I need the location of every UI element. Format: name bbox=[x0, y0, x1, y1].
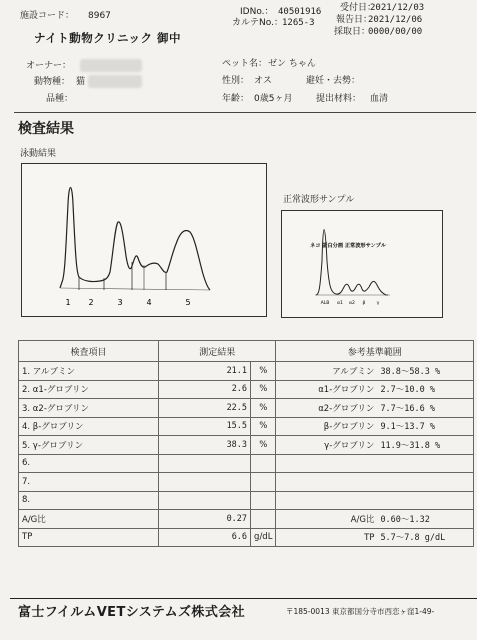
row-value: 0.27 bbox=[159, 510, 251, 529]
row-value bbox=[159, 473, 251, 492]
reference-name: α2-グロブリン bbox=[318, 403, 375, 414]
header-divider bbox=[14, 112, 476, 113]
collect-date: 0000/00/00 bbox=[368, 27, 423, 37]
facility-code-label: 施設コード： bbox=[20, 11, 75, 21]
table-row bbox=[19, 528, 474, 547]
row-item: 1. アルブミン bbox=[19, 362, 159, 381]
row-item: 6. bbox=[19, 454, 159, 473]
header-item: 検査項目 bbox=[19, 341, 159, 362]
normal-label-g: γ bbox=[376, 301, 380, 306]
reference-name: α1-グロブリン bbox=[318, 385, 375, 396]
row-value bbox=[159, 491, 251, 510]
row-reference bbox=[276, 473, 474, 492]
electrophoresis-graph bbox=[22, 164, 266, 316]
breed-label: 品種： bbox=[46, 94, 74, 104]
table-header-row bbox=[19, 341, 474, 362]
normal-label-b: β bbox=[362, 301, 366, 306]
reference-name: アルブミン bbox=[332, 366, 375, 377]
clinic-name: ナイト動物クリニック 御中 bbox=[34, 31, 182, 45]
material-label: 提出材料： bbox=[316, 94, 362, 104]
age-value: 0歳5ヶ月 bbox=[254, 94, 293, 104]
karte-number: 1265-3 bbox=[282, 18, 315, 28]
peak-label-3: 3 bbox=[117, 298, 123, 307]
baseline bbox=[60, 288, 210, 290]
reference-name: TP bbox=[364, 533, 375, 544]
species-value: 猫 bbox=[76, 77, 86, 87]
normal-sample-panel bbox=[281, 210, 443, 318]
species-redaction bbox=[88, 75, 142, 88]
reference-range: 38.8～58.3 % bbox=[380, 366, 441, 377]
row-unit: % bbox=[251, 362, 276, 381]
row-reference bbox=[276, 454, 474, 473]
reference-range: 2.7～10.0 % bbox=[380, 385, 435, 396]
row-item: 4. β-グロブリン bbox=[19, 417, 159, 436]
table-row bbox=[19, 510, 474, 529]
row-unit: % bbox=[251, 380, 276, 399]
owner-label: オーナー： bbox=[26, 61, 72, 71]
report-label: 報告日： bbox=[336, 15, 373, 25]
row-value: 21.1 bbox=[159, 362, 251, 381]
footer-address: 〒185-0013 東京都国分寺市西恋ヶ窪1-49- bbox=[286, 607, 435, 616]
row-item: TP bbox=[19, 528, 159, 547]
table-row bbox=[19, 454, 474, 473]
row-unit bbox=[251, 491, 276, 510]
row-unit: % bbox=[251, 436, 276, 455]
row-value: 6.6 bbox=[159, 528, 251, 547]
row-reference bbox=[276, 362, 474, 381]
species-label: 動物種： bbox=[34, 77, 71, 87]
normal-label-a2: α2 bbox=[349, 301, 355, 306]
footer-company: 富士フイルムVETシステムズ株式会社 bbox=[18, 605, 246, 620]
reference-range: 0.60～1.32 bbox=[380, 514, 430, 525]
reference-name: A/G比 bbox=[350, 514, 375, 525]
reference-range: 5.7～7.8 g/dL bbox=[380, 533, 446, 544]
peak-label-5: 5 bbox=[185, 298, 191, 307]
table-row bbox=[19, 362, 474, 381]
facility-code: 8967 bbox=[88, 11, 111, 21]
reference-range: 9.1～13.7 % bbox=[380, 422, 435, 433]
row-value bbox=[159, 454, 251, 473]
row-value: 22.5 bbox=[159, 399, 251, 418]
row-item: A/G比 bbox=[19, 510, 159, 529]
row-reference bbox=[276, 380, 474, 399]
peak-label-1: 1 bbox=[65, 298, 71, 307]
reference-range: 11.9～31.8 % bbox=[380, 440, 441, 451]
age-label: 年齢： bbox=[222, 94, 250, 104]
row-reference bbox=[276, 417, 474, 436]
normal-inner-title: ネコ 蛋白分画 正常波形サンプル bbox=[310, 243, 386, 249]
row-item: 7. bbox=[19, 473, 159, 492]
row-unit bbox=[251, 473, 276, 492]
normal-curve bbox=[316, 230, 388, 296]
reference-range: 7.7～16.6 % bbox=[380, 403, 435, 414]
pregnancy-label: 避妊・去勢： bbox=[306, 76, 361, 86]
row-item: 3. α2-グロブリン bbox=[19, 399, 159, 418]
row-item: 5. γ-グロブリン bbox=[19, 436, 159, 455]
row-unit bbox=[251, 454, 276, 473]
received-date: 2021/12/03 bbox=[370, 3, 425, 13]
table-row bbox=[19, 491, 474, 510]
sex-label: 性別： bbox=[222, 76, 250, 86]
sex-value: オス bbox=[254, 76, 272, 86]
row-unit: % bbox=[251, 399, 276, 418]
results-title: 検査結果 bbox=[18, 121, 74, 137]
table-row bbox=[19, 436, 474, 455]
table-row bbox=[19, 417, 474, 436]
table-row bbox=[19, 380, 474, 399]
electrophoresis-panel bbox=[21, 163, 267, 317]
peak-label-4: 4 bbox=[146, 298, 152, 307]
row-reference bbox=[276, 436, 474, 455]
row-reference bbox=[276, 491, 474, 510]
row-reference bbox=[276, 528, 474, 547]
karte-label: カルテNo.： bbox=[232, 18, 283, 28]
table-row bbox=[19, 399, 474, 418]
reference-name: β-グロブリン bbox=[323, 422, 375, 433]
row-unit bbox=[251, 510, 276, 529]
normal-label-a1: α1 bbox=[337, 301, 343, 306]
footer-divider bbox=[10, 598, 477, 599]
normal-sample-label: 正常波形サンプル bbox=[283, 195, 355, 205]
normal-sample-graph bbox=[282, 211, 442, 317]
row-unit: % bbox=[251, 417, 276, 436]
electrophoresis-curve bbox=[60, 188, 210, 291]
material-value: 血清 bbox=[370, 94, 389, 104]
row-value: 2.6 bbox=[159, 380, 251, 399]
electrophoresis-label: 泳動結果 bbox=[20, 149, 57, 159]
report-date: 2021/12/06 bbox=[368, 15, 423, 25]
row-reference bbox=[276, 510, 474, 529]
pet-name: ゼン ちゃん bbox=[268, 59, 316, 69]
owner-redaction bbox=[80, 59, 142, 72]
collect-label: 採取日： bbox=[334, 27, 371, 37]
row-unit: g/dL bbox=[251, 528, 276, 547]
row-value: 15.5 bbox=[159, 417, 251, 436]
normal-label-alb: ALB bbox=[320, 301, 330, 306]
id-label: IDNo.： bbox=[240, 7, 274, 17]
row-value: 38.3 bbox=[159, 436, 251, 455]
peak-label-2: 2 bbox=[88, 298, 94, 307]
header-reference: 参考基準範囲 bbox=[276, 341, 474, 362]
received-label: 受付日： bbox=[340, 3, 377, 13]
header-result: 測定結果 bbox=[159, 341, 276, 362]
row-item: 2. α1-グロブリン bbox=[19, 380, 159, 399]
table-row bbox=[19, 473, 474, 492]
row-item: 8. bbox=[19, 491, 159, 510]
reference-name: γ-グロブリン bbox=[324, 440, 375, 451]
row-reference bbox=[276, 399, 474, 418]
results-table bbox=[18, 340, 474, 547]
id-number: 40501916 bbox=[278, 7, 322, 17]
pet-name-label: ペット名： bbox=[222, 59, 268, 69]
